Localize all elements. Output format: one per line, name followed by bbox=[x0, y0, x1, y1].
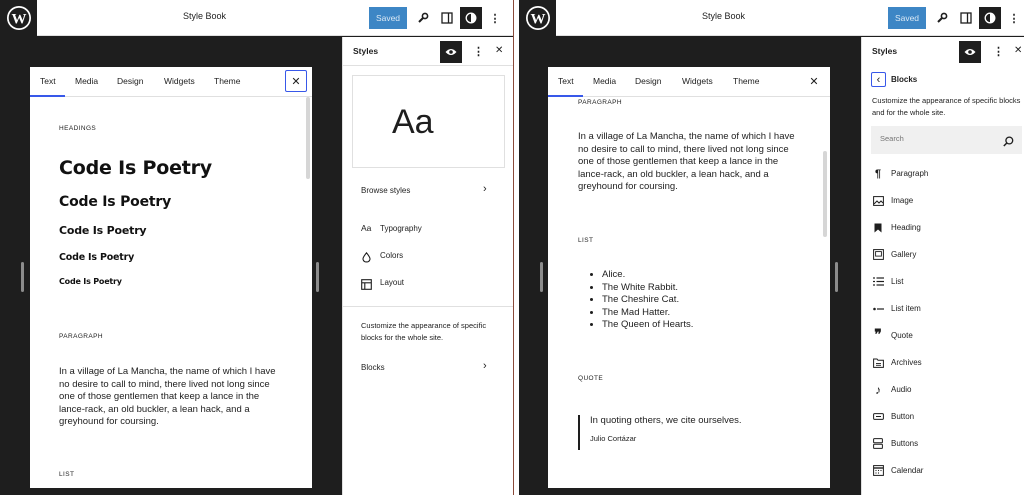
block-label: List item bbox=[891, 304, 921, 313]
tab-theme[interactable]: Theme bbox=[214, 76, 241, 86]
style-preview-box[interactable] bbox=[352, 75, 505, 168]
nav-label-typography: Typography bbox=[380, 224, 422, 233]
quote-citation: Julio Cortázar bbox=[590, 434, 637, 443]
vertical-ellipsis-icon[interactable]: ⋮ bbox=[1008, 12, 1020, 25]
sidebar-panel-icon[interactable] bbox=[957, 9, 975, 27]
list-item: • Alice. bbox=[602, 269, 693, 282]
block-label: Gallery bbox=[891, 250, 917, 259]
quote-text: In quoting others, we cite ourselves. bbox=[590, 415, 742, 426]
section-caption-paragraph: PARAGRAPH bbox=[578, 99, 622, 106]
nav-label-layout: Layout bbox=[380, 278, 405, 287]
chevron-right-icon[interactable]: › bbox=[483, 183, 487, 195]
tab-text[interactable]: Text bbox=[558, 76, 574, 86]
sidebar-title: Styles bbox=[872, 46, 898, 56]
tab-widgets[interactable]: Widgets bbox=[164, 76, 195, 86]
style-book-tabs bbox=[30, 67, 312, 97]
vertical-ellipsis-icon[interactable]: ⋮ bbox=[489, 12, 501, 25]
svg-text:W: W bbox=[11, 11, 26, 28]
block-label: Button bbox=[891, 412, 915, 421]
resize-handle-left[interactable] bbox=[540, 262, 543, 292]
block-item-calendar[interactable] bbox=[872, 457, 923, 484]
heading-sample-h4: Code Is Poetry bbox=[59, 252, 135, 263]
canvas-scrollbar[interactable] bbox=[306, 97, 310, 179]
paragraph-sample: In a village of La Mancha, the name of which I have no desire to call to mind, there lived not long since one of those gentlemen that keep a lance in the lance-rack, an old buckler, a lean hack, and a greyhound for coursing. bbox=[578, 131, 795, 192]
sidebar-panel-icon[interactable] bbox=[438, 9, 456, 27]
block-item-archives[interactable] bbox=[872, 349, 922, 376]
heading-sample-h1: Code Is Poetry bbox=[59, 157, 212, 179]
vertical-ellipsis-icon[interactable]: ⋮ bbox=[993, 46, 1004, 58]
block-label: Archives bbox=[891, 358, 922, 367]
canvas-scrollbar[interactable] bbox=[823, 151, 827, 237]
section-caption-headings: HEADINGS bbox=[59, 125, 97, 132]
image-icon bbox=[872, 195, 884, 207]
saved-button[interactable]: Saved bbox=[369, 7, 407, 29]
half-circle-contrast-icon[interactable] bbox=[979, 7, 1001, 29]
block-item-image[interactable] bbox=[872, 187, 913, 214]
paragraph-sample: In a village of La Mancha, the name of which I have no desire to call to mind, there lived not long since one of those gentlemen that keep a lance in the lance-rack, an old buckler, a lean hack, and a greyhound for coursing. bbox=[59, 366, 276, 427]
tab-media[interactable]: Media bbox=[75, 76, 99, 86]
sidebar-header-divider bbox=[343, 65, 514, 66]
saved-button[interactable]: Saved bbox=[888, 7, 926, 29]
list-icon bbox=[872, 276, 884, 288]
right-topbar bbox=[519, 0, 1024, 36]
block-search-field[interactable] bbox=[871, 126, 1022, 154]
block-item-audio[interactable] bbox=[872, 376, 911, 403]
style-book-tabs bbox=[548, 67, 830, 97]
block-item-list[interactable] bbox=[872, 268, 903, 295]
gallery-icon bbox=[872, 249, 884, 261]
styles-sidebar bbox=[342, 37, 514, 495]
resize-handle-left[interactable] bbox=[21, 262, 24, 292]
block-item-quote[interactable] bbox=[872, 322, 913, 349]
resize-handle-right[interactable] bbox=[835, 262, 838, 292]
half-circle-contrast-icon[interactable] bbox=[460, 7, 482, 29]
document-title[interactable]: Style Book bbox=[702, 11, 746, 21]
block-label: Quote bbox=[891, 331, 913, 340]
section-caption-list: LIST bbox=[59, 471, 75, 478]
chevron-right-icon[interactable]: › bbox=[483, 360, 487, 372]
block-item-buttons[interactable] bbox=[872, 430, 918, 457]
list-item: • The Queen of Hearts. bbox=[602, 319, 693, 332]
quote-icon: ❞ bbox=[874, 328, 882, 343]
tab-media[interactable]: Media bbox=[593, 76, 617, 86]
layout-icon bbox=[361, 277, 372, 295]
sidebar-section-divider bbox=[343, 306, 514, 307]
calendar-icon bbox=[872, 465, 884, 477]
blocks-description: Customize the appearance of specific blocks and for the whole site. bbox=[872, 96, 1021, 117]
block-label: Buttons bbox=[891, 439, 919, 448]
section-caption-list: LIST bbox=[578, 237, 594, 244]
block-item-list-item[interactable] bbox=[872, 295, 921, 322]
block-label: Audio bbox=[891, 385, 912, 394]
active-tab-indicator bbox=[548, 95, 583, 97]
blocks-sidebar bbox=[861, 37, 1024, 495]
music-note-icon: ♪ bbox=[875, 382, 881, 397]
tab-design[interactable]: Design bbox=[117, 76, 144, 86]
list-item-icon bbox=[872, 303, 884, 315]
wordpress-logo-icon[interactable] bbox=[519, 0, 556, 36]
droplet-icon bbox=[362, 250, 371, 268]
list-sample bbox=[578, 269, 693, 332]
nav-label-colors: Colors bbox=[380, 251, 404, 260]
close-icon[interactable]: ✕ bbox=[809, 75, 819, 88]
block-item-heading[interactable] bbox=[872, 214, 921, 241]
quote-sample bbox=[578, 415, 742, 450]
block-label: Image bbox=[891, 196, 914, 205]
tab-text[interactable]: Text bbox=[40, 76, 56, 86]
section-caption-quote: QUOTE bbox=[578, 375, 604, 382]
typography-icon: Aa bbox=[361, 223, 372, 233]
block-label: Calendar bbox=[891, 466, 924, 475]
list-item: • The Cheshire Cat. bbox=[602, 294, 693, 307]
eye-icon[interactable] bbox=[959, 41, 981, 63]
blocks-heading: Blocks bbox=[891, 75, 918, 84]
blocks-nav-label[interactable]: Blocks bbox=[361, 363, 385, 372]
back-chevron-icon[interactable]: ‹ bbox=[871, 72, 886, 87]
document-title[interactable]: Style Book bbox=[183, 11, 227, 21]
blocks-description: Customize the appearance of specific blocks for the whole site. bbox=[361, 321, 487, 342]
button-icon bbox=[872, 411, 884, 423]
left-topbar bbox=[0, 0, 513, 36]
browse-styles-label[interactable]: Browse styles bbox=[361, 186, 411, 195]
right-editor-window bbox=[519, 0, 1024, 495]
active-tab-indicator bbox=[30, 95, 65, 97]
svg-text:W: W bbox=[530, 11, 545, 28]
style-preview-text: Aa bbox=[392, 103, 434, 141]
block-item-button[interactable] bbox=[872, 403, 914, 430]
close-icon[interactable]: ✕ bbox=[1014, 45, 1023, 56]
close-icon[interactable]: ✕ bbox=[285, 70, 307, 92]
section-caption-paragraph: PARAGRAPH bbox=[59, 333, 103, 340]
search-input[interactable] bbox=[880, 134, 990, 143]
block-label: Paragraph bbox=[891, 169, 929, 178]
tab-widgets[interactable]: Widgets bbox=[682, 76, 713, 86]
style-book-canvas bbox=[30, 67, 312, 488]
block-label: Heading bbox=[891, 223, 921, 232]
list-item: • The White Rabbit. bbox=[602, 282, 693, 295]
tab-theme[interactable]: Theme bbox=[733, 76, 760, 86]
heading-sample-h2: Code Is Poetry bbox=[59, 194, 171, 210]
wrench-icon[interactable] bbox=[414, 9, 432, 27]
sidebar-title: Styles bbox=[353, 46, 379, 56]
bookmark-icon bbox=[872, 222, 884, 234]
eye-icon[interactable] bbox=[440, 41, 462, 63]
wrench-icon[interactable] bbox=[933, 9, 951, 27]
block-item-paragraph[interactable] bbox=[872, 160, 928, 187]
block-item-gallery[interactable] bbox=[872, 241, 916, 268]
resize-handle-right[interactable] bbox=[316, 262, 319, 292]
pilcrow-icon: ¶ bbox=[874, 167, 882, 180]
heading-sample-h3: Code Is Poetry bbox=[59, 224, 147, 237]
vertical-ellipsis-icon[interactable]: ⋮ bbox=[473, 46, 484, 58]
style-book-canvas bbox=[548, 67, 830, 488]
block-label: List bbox=[891, 277, 904, 286]
tab-design[interactable]: Design bbox=[635, 76, 662, 86]
archive-folder-icon bbox=[872, 357, 884, 369]
list-item: • The Mad Hatter. bbox=[602, 307, 693, 320]
search-icon[interactable] bbox=[1003, 134, 1014, 152]
close-icon[interactable]: ✕ bbox=[495, 45, 504, 56]
heading-sample-h5: Code Is Poetry bbox=[59, 277, 122, 286]
wordpress-logo-icon[interactable] bbox=[0, 0, 37, 36]
buttons-icon bbox=[872, 438, 884, 450]
